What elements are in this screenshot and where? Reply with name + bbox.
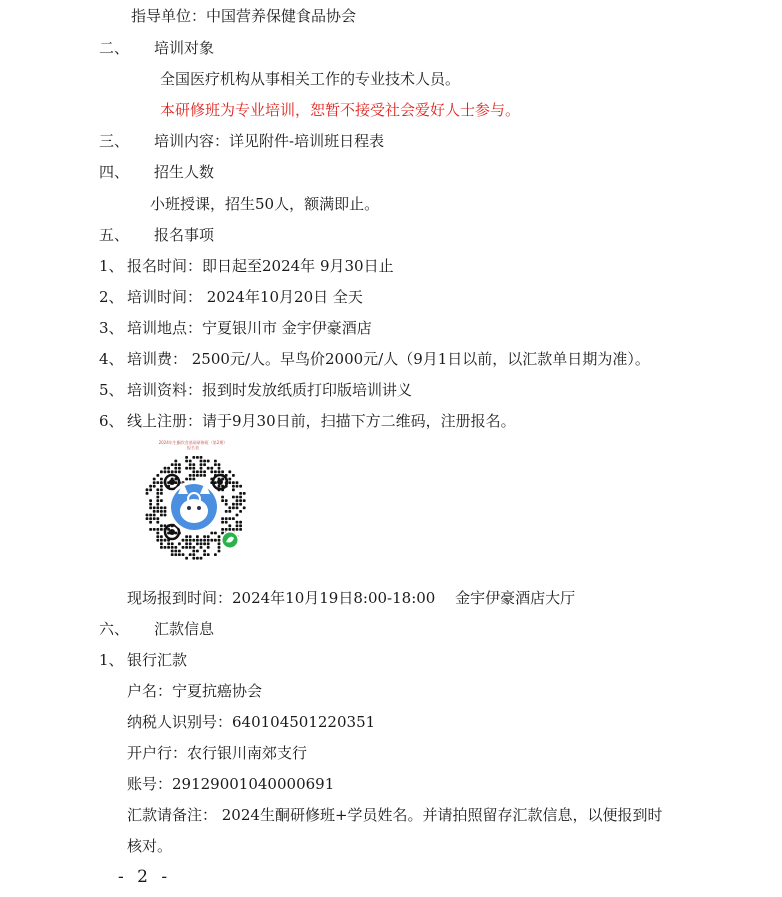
section-3-number: 三、 xyxy=(99,132,130,150)
item-4-number: 4、 xyxy=(99,350,124,368)
qr-code-icon xyxy=(128,438,258,564)
section-2-note: 本研修班为专业培训，恕暂不接受社会爱好人士参与。 xyxy=(160,101,521,119)
item-1-number: 1、 xyxy=(99,257,124,275)
section-6-title: 汇款信息 xyxy=(154,620,215,638)
section-4-title: 招生人数 xyxy=(154,163,215,181)
section-5-number: 五、 xyxy=(99,226,130,244)
tax-id: 纳税人识别号：640104501220351 xyxy=(127,713,376,731)
remittance-note: 汇款请备注： 2024生酮研修班+学员姓名。并请拍照留存汇款信息，以便报到时 xyxy=(127,806,663,824)
account-name: 户名：宁夏抗癌协会 xyxy=(127,682,263,700)
section-4-number: 四、 xyxy=(99,163,130,181)
remittance-note-cont: 核对。 xyxy=(127,837,173,855)
onsite-checkin: 现场报到时间：2024年10月19日8:00-18:00 金宇伊豪酒店大厅 xyxy=(127,589,576,607)
item-6-text: 线上注册：请于9月30日前，扫描下方二维码，注册报名。 xyxy=(127,412,516,430)
item-5-text: 培训资料：报到时发放纸质打印版培训讲义 xyxy=(127,381,413,399)
section-2-body: 全国医疗机构从事相关工作的专业技术人员。 xyxy=(160,70,461,88)
bank-branch: 开户行：农行银川南郊支行 xyxy=(127,744,308,762)
sub-1-number: 1、 xyxy=(99,651,124,669)
section-2-title: 培训对象 xyxy=(154,39,215,57)
section-4-body: 小班授课，招生50人，额满即止。 xyxy=(150,195,380,213)
registration-qr-code[interactable] xyxy=(128,438,258,564)
sub-1-title: 银行汇款 xyxy=(127,651,188,669)
item-5-number: 5、 xyxy=(99,381,124,399)
item-1-text: 报名时间：即日起至2024年 9月30日止 xyxy=(127,257,394,275)
section-3-text: 培训内容：详见附件-培训班日程表 xyxy=(154,132,385,150)
qr-caption-line-2: 报名表 xyxy=(187,445,199,450)
account-number: 账号：29129001040000691 xyxy=(127,775,335,793)
page-number: - 2 - xyxy=(118,867,172,887)
item-3-text: 培训地点：宁夏银川市 金宇伊豪酒店 xyxy=(127,319,372,337)
item-2-number: 2、 xyxy=(99,288,124,306)
item-6-number: 6、 xyxy=(99,412,124,430)
qr-caption-line-1: 2024年生酮饮食基础研修班（第2期） xyxy=(158,440,228,445)
section-6-number: 六、 xyxy=(99,620,130,638)
section-5-title: 报名事项 xyxy=(154,226,215,244)
guidance-unit: 指导单位：中国营养保健食品协会 xyxy=(131,7,357,25)
item-4-text: 培训费： 2500元/人。早鸟价2000元/人（9月1日以前，以汇款单日期为准）。 xyxy=(127,350,650,368)
section-2-number: 二、 xyxy=(99,39,130,57)
item-2-text: 培训时间： 2024年10月20日 全天 xyxy=(127,288,363,306)
qr-caption xyxy=(128,440,258,450)
item-3-number: 3、 xyxy=(99,319,124,337)
